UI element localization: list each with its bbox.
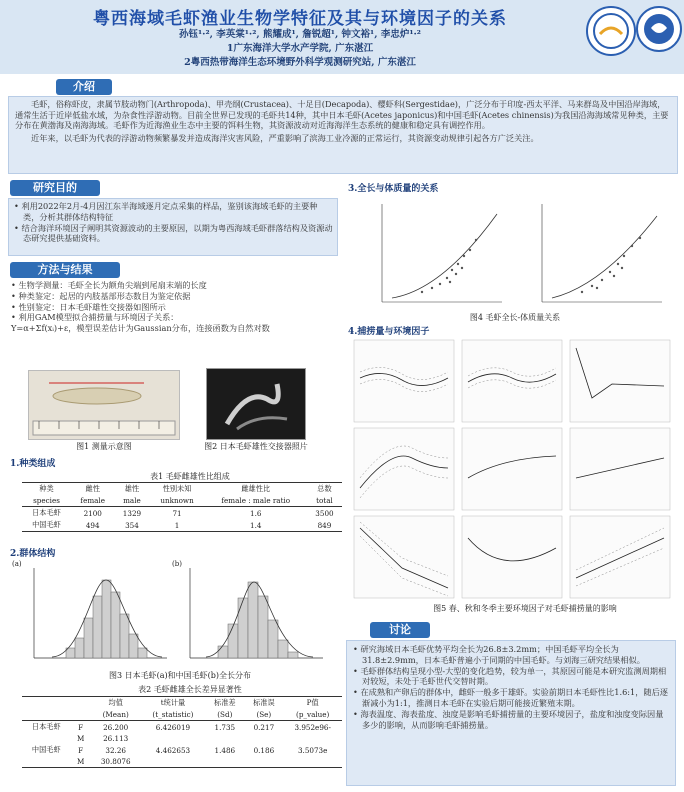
table1 (22, 482, 342, 532)
intro-para-2: 近年来，以毛虾为代表的浮游动物频繁暴发并造成海洋灾害风险，严重影响了滨海工业冷源的正常运行，其资源变动规律引起各方广泛关注。 (31, 132, 539, 143)
panel-b-label: (b) (172, 560, 182, 568)
env-gam-plots (352, 338, 672, 600)
fig2-caption: 图2 日本毛虾雄性交接器照片 (204, 442, 308, 451)
t1-col: 雌雄性比 (241, 484, 271, 493)
t1-col-en: species (33, 496, 60, 505)
t1-col: 总数 (317, 484, 332, 493)
methods-item: • 利用GAM模型拟合捕捞量与环境因子关系： (11, 312, 179, 323)
university-logo (586, 6, 636, 56)
intro-panel (8, 96, 678, 174)
affiliation-2: 2粤西热带海洋生态环境野外科学观测研究站, 广东湛江 (184, 57, 416, 68)
table-row: 中国毛虾 F 32.26 4.462653 1.486 0.186 3.5073e (31, 745, 328, 755)
t1-col-en: female : male ratio (221, 496, 291, 505)
discussion-item: • 海表温度、海表盐度、浊度是影响毛虾捕捞量的主要环境因子，盐度和浊度变际因量多少的影响，从而影响毛虾捕捞量。 (353, 708, 664, 730)
author-list: 孙钰¹·², 李英棠¹·², 熊耀成¹, 詹锐超¹, 钟文裕¹, 李忠炉¹·² (179, 29, 421, 40)
fig1-caption: 图1 测量示意图 (76, 442, 132, 451)
station-logo (636, 6, 682, 52)
shrimp-measure-photo (28, 370, 180, 440)
growth-heading: 3.全长与体质量的关系 (348, 184, 439, 194)
methods-item: • 生物学测量：毛虾全长为额角尖端到尾扇末端的长度 (11, 280, 207, 290)
purpose-item: • 结合海洋环境因子阐明其资源波动的主要原因，以期为粤西海域毛虾群落结构及资源动态研究提供基础资料。 (14, 222, 333, 244)
table2-title: 表2 毛虾雌雄全长差异显著性 (138, 685, 242, 694)
affiliation-1: 1广东海洋大学水产学院, 广东湛江 (226, 43, 374, 54)
discussion-item: • 毛虾群体结构呈现小型-大型的变化趋势，较为单一，其原因可能是本研究监测周期相对较短，未处于毛虾世代交替时期。 (353, 665, 667, 687)
fig3-caption: 图3 日本毛虾(a)和中国毛虾(b)全长分布 (108, 671, 251, 680)
table-row: M 26.113 (76, 734, 129, 743)
table1-title: 表1 毛虾雌雄性比组成 (150, 472, 230, 481)
intro-heading: 介绍 (56, 79, 112, 95)
methods-list (10, 280, 336, 334)
t1-col-en: female (80, 496, 105, 505)
purpose-heading: 研究目的 (10, 180, 100, 196)
male-organ-photo (206, 368, 306, 440)
table-row: 日本毛虾 2100 1329 71 1.6 3500 (32, 508, 334, 518)
methods-item: • 性别鉴定：日本毛虾雄性交接器如图所示 (11, 301, 166, 312)
table-row: 中国毛虾 494 354 1 1.4 849 (32, 520, 332, 530)
population-heading: 2.群体结构 (10, 549, 56, 559)
t1-col: 性别未知 (162, 484, 192, 493)
panel-a-label: (a) (12, 560, 22, 568)
growth-plots (352, 194, 670, 312)
purpose-panel (8, 198, 338, 256)
fig5-caption: 图5 春、秋和冬季主要环境因子对毛虾捕捞量的影响 (433, 604, 617, 613)
t1-col: 雄性 (124, 484, 140, 493)
histogram-a (12, 560, 172, 668)
table-row: M 30.8076 (76, 757, 131, 766)
discussion-heading: 讨论 (370, 622, 430, 638)
t1-col-en: total (316, 496, 333, 505)
methods-heading: 方法与结果 (10, 262, 120, 278)
discussion-panel (346, 640, 676, 786)
poster-title: 粤西海域毛虾渔业生物学特征及其与环境因子的关系 (93, 9, 507, 29)
discussion-item: • 在成熟和产卵后的群体中，雌虾一般多于雄虾。实验前期日本毛虾性比1.6:1，随后逐渐减小为1:1，推测日本毛虾在实验后期可能接近繁殖末期。 (353, 687, 668, 708)
methods-item: • 种类鉴定：起居的内肢基部形态数目为鉴定依据 (11, 290, 191, 301)
t1-col: 种类 (39, 484, 54, 493)
table2: 均值 t统计量 标准差 标准误 P值 (Mean) (t_statistic) (Sd) (Se) (p_value) 日本毛虾 F 26.200 6.426019 1.735 0.217 3.952e96- M 26.113 中国毛虾 F 32.26 4.462653 1.486 0.186 3.5073e M 30.8076 (22, 696, 342, 768)
t1-col-en: unknown (160, 496, 194, 505)
purpose-item: • 利用2022年2月-4月因江东半海域逐月定点采集的样品，鉴别该海域毛虾的主要种类，分析其群体结构特征 (14, 201, 318, 222)
methods-item: Y=α+Σf(xᵢ)+ε，模型误差估计为Gaussian分布，连接函数为自然对数 (11, 323, 270, 334)
fig4-caption: 图4 毛虾全长-体质量关系 (469, 313, 561, 322)
t1-col: 雌性 (85, 484, 100, 493)
t1-col-en: male (123, 496, 141, 505)
species-heading: 1.种类组成 (10, 459, 56, 469)
histogram-b (172, 560, 328, 668)
table-row: 日本毛虾 F 26.200 6.426019 1.735 0.217 3.952e96- (31, 722, 331, 732)
env-heading: 4.捕捞量与环境因子 (348, 327, 430, 337)
discussion-item: • 研究海域日本毛虾优势平均全长为26.8±3.2mm；中国毛虾平均全长为31.8±2.9mm，日本毛虾普遍小于同期的中国毛虾。与刘海三研究结果相似。 (353, 644, 645, 665)
intro-para-1: 毛虾，俗称虾皮，隶属节肢动物门(Arthropoda)、甲壳纲(Crustacea)、十足目(Decapoda)、樱虾科(Sergestidae)，广泛分布于印度-西太平洋、马来群岛及中国沿岸海域，通常生活于近岸低盐水域，为杂食性浮游动物。目前全世界已发现的毛虾共14种，其中日本毛虾(Acetes japonicus)和中国毛虾(Acetes chinensis)为我国沿海海域常见种类，主要分布在黄渤海及南海海域。毛虾作为近海渔业生态中主要的饵料生物，其资源波动对近海海洋生态系统的健康和稳定具有调控作用。 (15, 99, 669, 130)
